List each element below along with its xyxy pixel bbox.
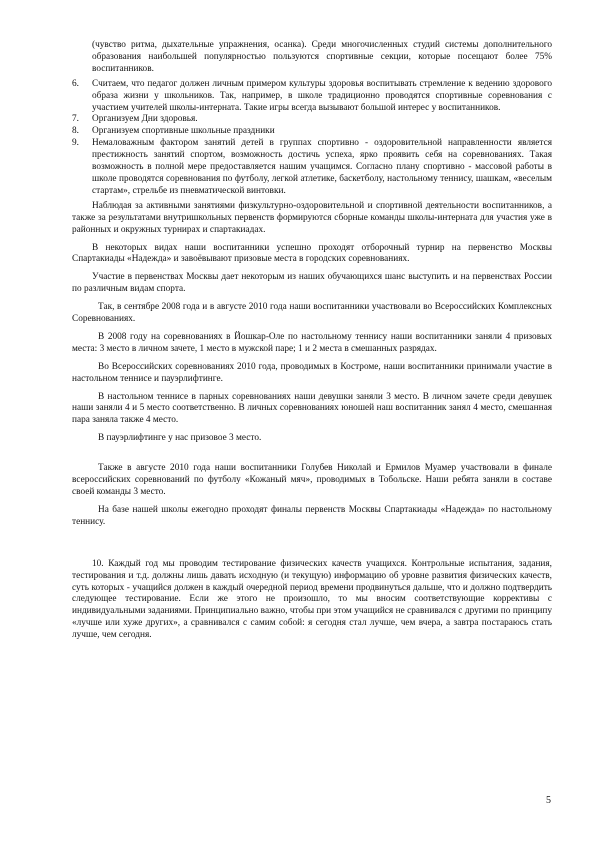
list-item	[72, 138, 552, 198]
paragraph-table-tennis: В настольном теннисе в парных соревнованиях наши девушки заняли 3 место. В личном зачете среди девушек наши заняли 4 и 5 место соответственно. В личных соревнованиях юношей наш воспитанник занял 4 место, смешанная пара заняла также 4 место.	[72, 391, 552, 426]
list-item	[72, 126, 552, 138]
paragraph-teams: Наблюдая за активными занятиями физкультурно-оздоровительной и спортивной деятельности воспитанников, а также за результатами внутришкольных первенств формируются сборные команды школы-интерната для участия уже в районных и окружных турнирах и спартакиадах.	[72, 200, 552, 235]
paragraph-kostroma: Во Всероссийских соревнованиях 2010 года, проводимых в Костроме, наши воспитанники принимали участие в настольном теннисе и пауэрлифтинге.	[72, 361, 552, 384]
list-number: 6.	[72, 78, 79, 89]
paragraph-football: Также в августе 2010 года наши воспитанники Голубев Николай и Ермилов Муамер участвовали в финале всероссийских соревнований по футболу «Кожаный мяч», проводимых в Тобольске. Наши ребята заняли в составе своей команды 3 место.	[72, 463, 552, 497]
paragraph-russia-chance: Участие в первенствах Москвы дает некоторым из наших обучающихся шанс выступить и на первенствах России по различным видам спорта.	[72, 272, 552, 295]
paragraph-testing: 10. Каждый год мы проводим тестирование физических качеств учащихся. Контрольные испытания, задания, тестирования и т.д. должны лишь давать исходную (и текущую) информацию об уровне развития физических качеств, суть которых - учащийся должен в каждый очередной период времени продвинуться дальше, что и должно подтвердить следующее тестирование. Если же этого не произошло, то мы вносим соответствующие коррективы с индивидуальными заданиями. Принципиально важно, чтобы при этом учащийся не сравнивался с другими по принципу «лучше или хуже других», а сравнивался с самим собой: я сегодня стал лучше, чем вчера, а завтра постараюсь стать лучше, чем сегодня.	[72, 558, 552, 641]
paragraph-all-russian: Так, в сентябре 2008 года и в августе 2010 года наши воспитанники участвовали во Всероссийских Комплексных Соревнованиях.	[72, 302, 552, 325]
list-number: 9.	[72, 138, 79, 149]
list-text: Организуем Дни здоровья.	[92, 114, 198, 125]
paragraph-moscow-spartakiad: В некоторых видах наши воспитанники успешно проходят отборочный турнир на первенство Москвы Спартакиады «Надежда» и завоёвывают призовые места в городских соревнованиях.	[72, 242, 552, 265]
paragraph-yoshkar-ola: В 2008 году на соревнованиях в Йошкар-Оле по настольному теннису наши воспитанники заняли 4 призовых места: 3 место в личном зачете, 1 место в мужской паре; 1 и 2 места в смешанных разрядах.	[72, 331, 552, 354]
page-number: 5	[546, 795, 551, 806]
list-item	[72, 114, 552, 126]
document-page	[72, 40, 552, 642]
intro-paragraph: (чувство ритма, дыхательные упражнения, осанка). Среди многочисленных студий системы дополнительного образования наибольшей популярностью пользуются спортивные секции, которые посещают более 75% воспитанников.	[92, 40, 552, 74]
list-item	[72, 79, 552, 115]
paragraph-finals: На базе нашей школы ежегодно проходят финалы первенств Москвы Спартакиады «Надежда» по настольному теннису.	[72, 504, 552, 527]
list-text: Немаловажным фактором занятий детей в группах спортивно - оздоровительной направленности является престижность занятий спортом, возможность достичь успеха, ярко проявить себя на соревнованиях. Такая возможность в полной мере предоставляется нашим учащимся. Согласно плану спортивно - массовой работы в школе проводятся соревнования по футболу, легкой атлетике, баскетболу, настольному теннису, шашкам, «веселым стартам», стрельбе из пневматической винтовки.	[92, 138, 552, 196]
list-text: Считаем, что педагог должен личным примером культуры здоровья воспитывать стремление к ведению здорового образа жизни у школьников. Так, например, в школе традиционно проводятся спортивные соревнования с участием учителей школы-интерната. Такие игры всегда вызывают большой интерес у воспитанников.	[92, 78, 552, 113]
list-text: Организуем спортивные школьные праздники	[92, 126, 275, 137]
list-number: 7.	[72, 114, 79, 125]
list-number: 8.	[72, 126, 79, 137]
paragraph-powerlifting: В пауэрлифтинге у нас призовое 3 место.	[98, 433, 262, 444]
